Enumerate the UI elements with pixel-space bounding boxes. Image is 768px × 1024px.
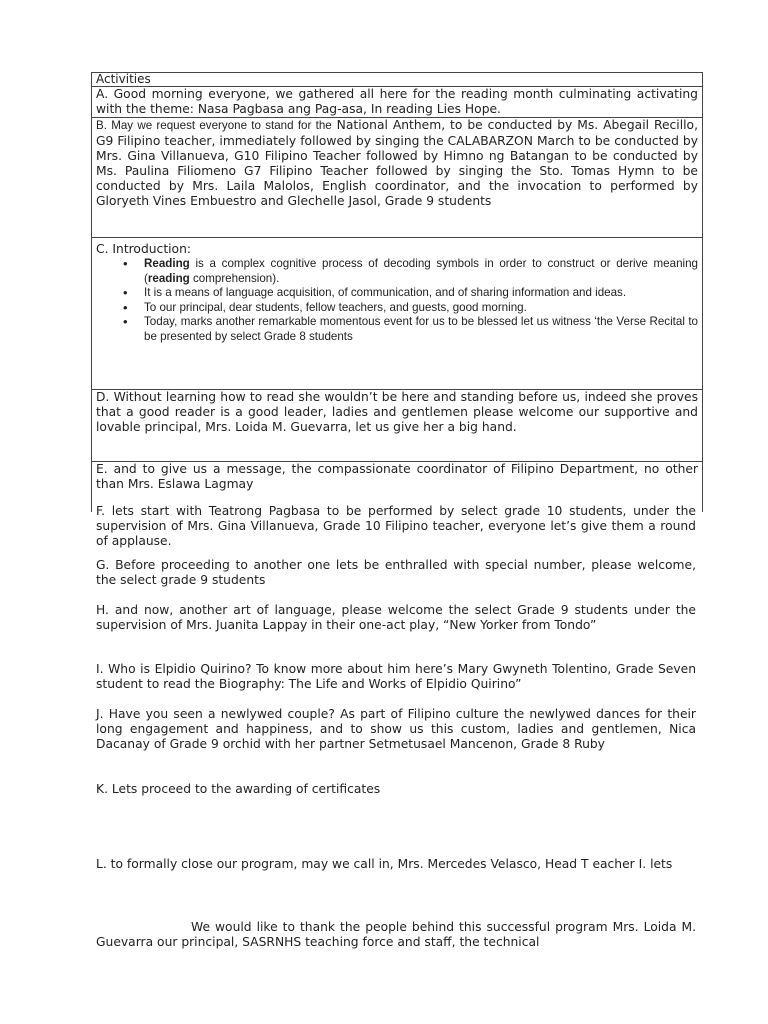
table-row [92, 87, 703, 118]
paragraph-l: L. to formally close our program, may we call in, Mrs. Mercedes Velasco, Head T eacher I. lets [96, 857, 673, 871]
bullet-icon: • [123, 299, 128, 315]
thanks-paragraph: We would like to thank the people behind this successful program Mrs. Loida M. Guevarra our principal, SASRNHS teaching force and staff, the technical [96, 920, 696, 949]
table-row [92, 390, 703, 462]
activity-c [92, 238, 703, 390]
paragraph-j: J. Have you seen a newlywed couple? As part of Filipino culture the newlywed dances for their long engagement and happiness, and to show us this custom, ladies and gentlemen, Nica Dacanay of Grade 9 orchid with her partner Setmetusael Mancenon, Grade 8 Ruby [96, 707, 696, 751]
activity-a: A. Good morning everyone, we gathered all here for the reading month culminating activating with the theme: Nasa Pagbasa ang Pag-asa, In reading Lies Hope. [92, 87, 703, 118]
table-row [92, 238, 703, 390]
activity-b-part1: B. May we request everyone to stand for the [96, 119, 332, 132]
paragraph-g: G. Before proceeding to another one lets be enthralled with special number, please welcome, the select grade 9 students [96, 558, 696, 587]
activity-b-part2: National Anthem, to be conducted by Ms. Abegail Recillo, G9 Filipino teacher, immediately followed by singing the CALABARZON March to be conducted by Mrs. Gina Villanueva, G10 Filipino Teacher followed by Himno ng Batangan to be conducted by Ms. Paulina Filiomeno G7 Filipino Teacher followed by singing the Sto. Tomas Hymn to be conducted by Mrs. Laila Malolos, English coordinator, and the invocation to performed by Gloryeth Vines Embuestro and Glechelle Jasol, Grade 9 students [96, 118, 698, 208]
list-item: • To our principal, dear students, fellow teachers, and guests, good morning. [123, 299, 527, 315]
list-item: • Reading is a complex cognitive process of decoding symbols in order to construct or derive meaning (reading comprehension). [123, 256, 698, 285]
paragraph-f: F. lets start with Teatrong Pagbasa to be performed by select grade 10 students, under the supervision of Mrs. Gina Villanueva, Grade 10 Filipino teacher, everyone let’s give them a round of applause. [96, 504, 696, 548]
table-row [92, 73, 703, 87]
activity-e: E. and to give us a message, the compassionate coordinator of Filipino Department, no other than Mrs. Eslawa Lagmay [92, 462, 703, 512]
table-row [92, 118, 703, 238]
activities-table [91, 72, 703, 512]
bullet-icon: • [123, 314, 128, 330]
paragraph-k: K. Lets proceed to the awarding of certificates [96, 782, 381, 796]
bullet-icon: • [123, 285, 128, 301]
paragraph-i: I. Who is Elpidio Quirino? To know more about him here’s Mary Gwyneth Tolentino, Grade Seven student to read the Biography: The Life and Works of Elpidio Quirino” [96, 662, 696, 691]
introduction-bullets [96, 257, 698, 345]
list-item: • It is a means of language acquisition, of communication, and of sharing information and ideas. [123, 285, 627, 301]
activity-b [92, 118, 703, 238]
activity-d: D. Without learning how to read she wouldn’t be here and standing before us, indeed she proves that a good reader is a good leader, ladies and gentlemen please welcome our supportive and lovable principal, Mrs. Loida M. Guevarra, let us give her a big hand. [92, 390, 703, 462]
paragraph-h: H. and now, another art of language, please welcome the select Grade 9 students under the supervision of Mrs. Juanita Lappay in their one-act play, “New Yorker from Tondo” [96, 603, 696, 632]
list-item: • Today, marks another remarkable momentous event for us to be blessed let us witness ‘the Verse Recital to be presented by select Grade 8 students [123, 314, 698, 343]
activities-header: Activities [92, 73, 703, 87]
bullet-icon: • [123, 256, 128, 271]
introduction-title: C. Introduction: [96, 242, 192, 256]
